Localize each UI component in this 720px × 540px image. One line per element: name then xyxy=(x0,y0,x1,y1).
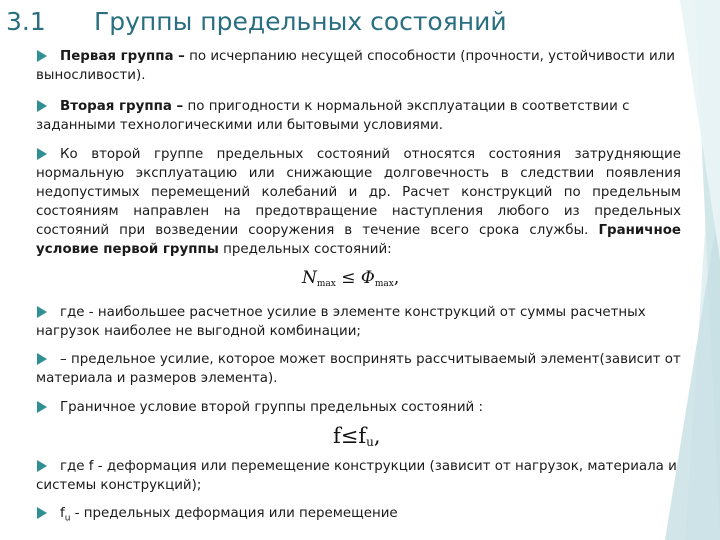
bullet-nmax-description xyxy=(36,303,681,341)
formula-phi-sub: max xyxy=(374,279,394,289)
second-group-details-text: Ко второй группе предельных состояний относятся состояния затрудняющие нормальную эксплуатацию или снижающие долговечность в следствии появления недопустимых перемещений колебаний и др. Расчет конструкций по предельным состояниям направлен на предотвращение наступления любого из предельных состояний при возведении сооружения в течение всего срока службы. xyxy=(36,147,681,238)
bullet-deformation xyxy=(36,457,681,495)
first-group-text: по исчерпанию несущей способности (прочности, устойчивости или выносливости). xyxy=(36,49,675,83)
formula-n: N xyxy=(302,268,317,288)
slide-title-row xyxy=(0,2,507,40)
formula-fu: f xyxy=(358,424,367,448)
slide-title: Группы предельных состояний xyxy=(94,6,507,36)
bullet-limit-deformation xyxy=(36,504,681,529)
formula-comma: , xyxy=(393,268,400,288)
formula-f: f xyxy=(333,424,341,448)
formula-fu-sub: u xyxy=(366,435,374,449)
formula-leq: ≤ xyxy=(341,268,356,288)
formula2-leq: ≤ xyxy=(340,424,359,448)
limit-force-text: – предельное усилие, которое может воспринять рассчитываемый элемент(зависит от материала и размеров элемента). xyxy=(36,352,681,386)
slide-number: 3.1 xyxy=(6,6,46,36)
deformation-text: где f - деформация или перемещение конструкции (зависит от нагрузок, материала и системы конструкций); xyxy=(36,459,677,493)
fu-symbol: f xyxy=(60,506,65,521)
boundary-condition-tail: предельных состояний: xyxy=(218,242,392,257)
nmax-description-text: где - наибольшее расчетное усилие в элементе конструкций от суммы расчетных нагрузок наиболее не выгодной комбинации; xyxy=(36,305,646,339)
formula-second-group xyxy=(333,424,381,449)
bullet-second-group xyxy=(36,97,681,135)
bullet-first-group xyxy=(36,47,681,85)
boundary-condition-label: Граничное условие первой группы xyxy=(36,223,681,257)
first-group-label: Первая группа – xyxy=(60,49,185,64)
bullet-second-boundary xyxy=(36,398,681,417)
formula2-comma: , xyxy=(373,424,381,448)
bullet-second-group-details xyxy=(36,145,681,259)
formula-phi: Φ xyxy=(360,268,375,288)
second-boundary-text: Граничное условие второй группы предельных состояний : xyxy=(60,400,483,415)
fu-subscript: u xyxy=(64,513,71,524)
formula-n-sub: max xyxy=(316,279,336,289)
formula-first-group xyxy=(302,268,399,289)
limit-deformation-text: - предельных деформация или перемещение xyxy=(70,506,398,521)
bullet-limit-force xyxy=(36,350,681,388)
second-group-text: по пригодности к нормальной эксплуатации в соответствии с заданными технологическими или бытовыми условиями. xyxy=(36,99,630,133)
second-group-label: Вторая группа – xyxy=(60,99,184,114)
